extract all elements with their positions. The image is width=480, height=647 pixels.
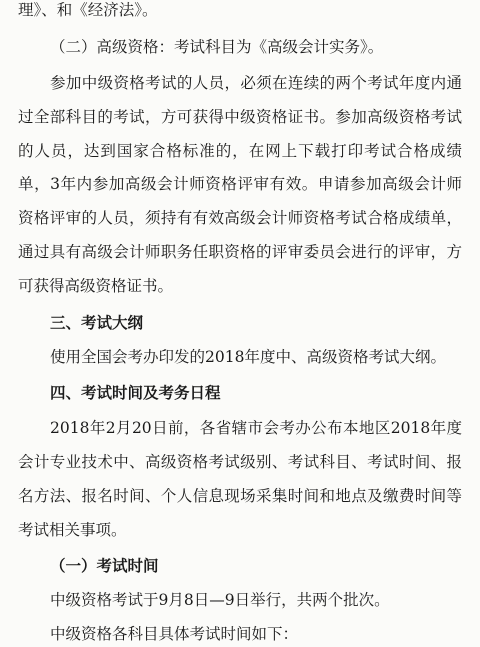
- paragraph-line: 参加中级资格考试的人员，必须在连续的两个考试年度内通: [50, 74, 462, 92]
- subheading-senior-qualification: （二）高级资格：考试科目为《高级会计实务》。: [50, 38, 384, 56]
- section-heading-exam-schedule: 四、考试时间及考务日程: [50, 383, 221, 402]
- paragraph-line: 2018年2月20日前，各省辖市会考办公布本地区2018年度: [50, 419, 462, 437]
- paragraph-line-continuation: 理》、和《经济法》。: [18, 1, 158, 19]
- section-heading-exam-syllabus: 三、考试大纲: [50, 313, 144, 332]
- paragraph-line: 中级资格各科目具体考试时间如下：: [50, 625, 299, 643]
- paragraph-line: 过全部科目的考试，方可获得中级资格证书。参加高级资格考试: [18, 108, 462, 126]
- paragraph-line: 可获得高级资格证书。: [18, 277, 174, 295]
- paragraph-line: 单，3年内参加高级会计师资格评审有效。申请参加高级会计师: [18, 175, 462, 193]
- paragraph-line: 名方法、报名时间、个人信息现场采集时间和地点及缴费时间等: [18, 487, 462, 505]
- paragraph-line: 考试相关事项。: [18, 521, 127, 539]
- paragraph-line: 通过具有高级会计师职务任职资格的评审委员会进行的评审，方: [18, 243, 462, 261]
- paragraph-line: 资格评审的人员，须持有有效高级会计师资格考试合格成绩单，: [18, 209, 462, 227]
- subheading-exam-time: （一）考试时间: [50, 556, 159, 575]
- paragraph-line: 使用全国会考办印发的2018年度中、高级资格考试大纲。: [50, 348, 446, 366]
- paragraph-line: 的人员，达到国家合格标准的，在网上下载打印考试合格成绩: [18, 142, 462, 160]
- paragraph-line: 中级资格考试于9月8日—9日举行，共两个批次。: [50, 591, 390, 609]
- paragraph-line: 会计专业技术中、高级资格考试级别、考试科目、考试时间、报: [18, 453, 462, 471]
